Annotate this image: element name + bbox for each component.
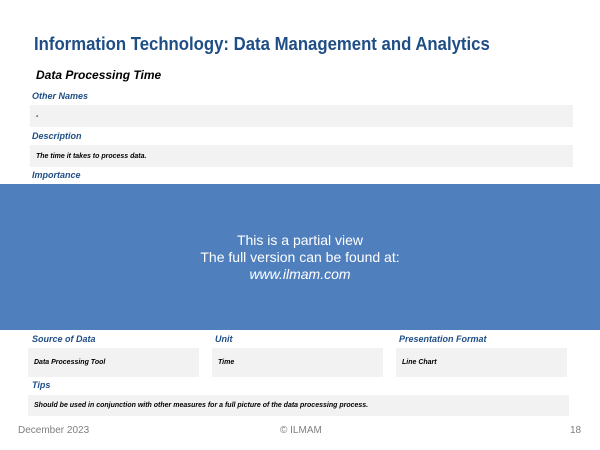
importance-label: Importance: [32, 170, 81, 180]
overlay-url: www.ilmam.com: [249, 265, 351, 282]
source-of-data-label: Source of Data: [32, 334, 96, 344]
presentation-format-label: Presentation Format: [399, 334, 487, 344]
footer-date: December 2023: [18, 425, 90, 436]
presentation-format-value: Line Chart: [396, 348, 567, 377]
other-names-value: -: [30, 105, 573, 127]
unit-label: Unit: [215, 334, 233, 344]
footer-copyright: © ILMAM: [280, 425, 322, 436]
source-of-data-value: Data Processing Tool: [28, 348, 199, 377]
page-subtitle: Data Processing Time: [36, 68, 162, 82]
tips-value: Should be used in conjunction with other measures for a full picture of the data processing process.: [28, 395, 569, 416]
overlay-line-1: This is a partial view: [236, 231, 364, 248]
unit-value: Time: [212, 348, 383, 377]
footer-page-number: 18: [570, 425, 582, 436]
page-title: Information Technology: Data Management and Analytics: [34, 34, 490, 54]
other-names-label: Other Names: [32, 91, 89, 101]
overlay-line-2: The full version can be found at:: [200, 248, 400, 265]
tips-label: Tips: [32, 380, 51, 390]
partial-view-overlay: [0, 184, 600, 330]
description-label: Description: [32, 131, 82, 141]
description-value: The time it takes to process data.: [30, 145, 573, 167]
